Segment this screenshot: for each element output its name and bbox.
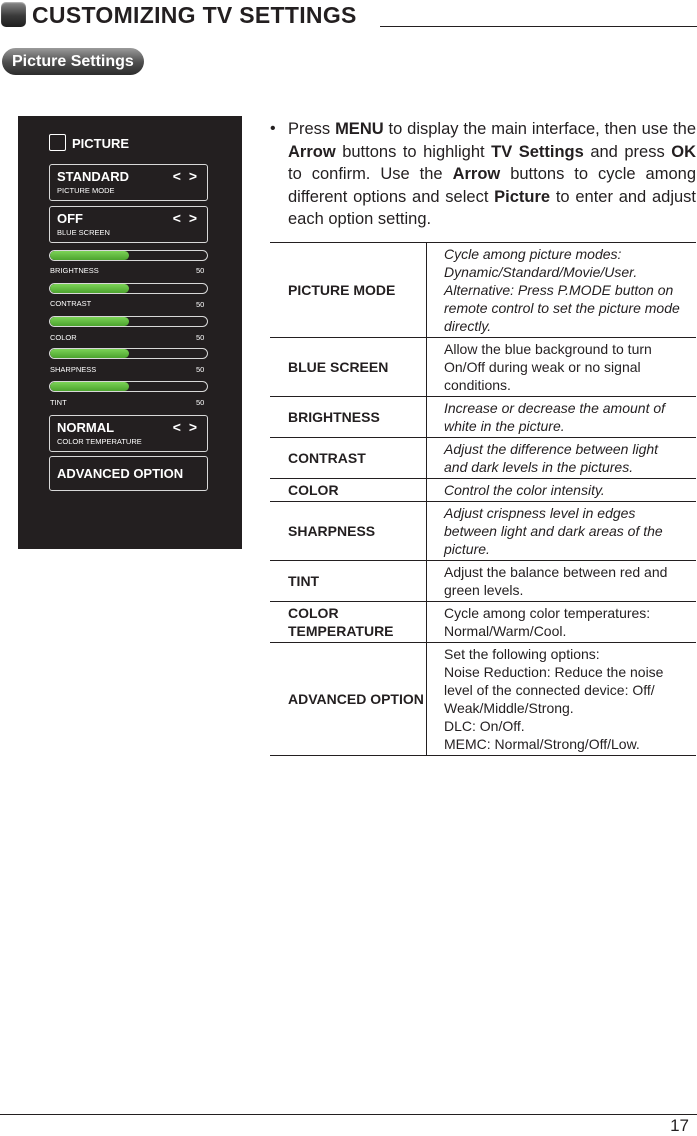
instr-text-2: to display the main interface, then use the	[383, 120, 696, 138]
color-temperature-arrows-icon: < >	[172, 419, 199, 435]
contrast-slider-fill	[50, 284, 129, 293]
color-temperature-value: NORMAL	[57, 420, 115, 435]
color-slider-fill	[50, 317, 129, 326]
setting-description	[427, 438, 697, 479]
description-line: Cycle among color temperatures:	[444, 605, 651, 621]
color-slider[interactable]	[49, 316, 208, 327]
table-row	[270, 643, 696, 756]
advanced-option-button[interactable]: ADVANCED OPTION	[49, 456, 208, 491]
description-line: Increase or decrease the amount of	[444, 400, 666, 416]
blue-screen-option[interactable]	[49, 206, 208, 243]
setting-name: BLUE SCREEN	[270, 338, 427, 397]
description-line: Set the following options:	[444, 646, 600, 662]
page-number: 17	[670, 1116, 689, 1135]
table-row	[270, 338, 696, 397]
picture-mode-label: PICTURE MODE	[57, 186, 115, 195]
section-pill: Picture Settings	[2, 48, 144, 75]
setting-name: COLOR	[270, 479, 427, 502]
picture-icon	[49, 134, 66, 151]
table-row	[270, 561, 696, 602]
page-title: CUSTOMIZING TV SETTINGS	[32, 2, 357, 28]
color-value: 50	[196, 333, 205, 342]
description-line: directly.	[444, 318, 492, 334]
description-line: level of the connected device: Off/	[444, 682, 655, 698]
instr-text-5: to confirm. Use the	[288, 165, 453, 183]
description-line: Adjust crispness level in edges	[444, 505, 636, 521]
description-line: Weak/Middle/Strong.	[444, 700, 574, 716]
blue-screen-arrows-icon: < >	[172, 210, 199, 226]
footer-rule	[0, 1114, 697, 1115]
setting-description	[427, 602, 697, 643]
contrast-label: CONTRAST	[50, 299, 92, 308]
tint-slider[interactable]	[49, 381, 208, 392]
tint-label: TINT	[50, 398, 67, 407]
description-line: Alternative: Press P.MODE button on	[444, 282, 674, 298]
sharpness-slider[interactable]	[49, 348, 208, 359]
setting-description	[427, 243, 697, 338]
tv-menu-heading-label: PICTURE	[72, 136, 130, 151]
header-rule	[380, 26, 697, 27]
sharpness-label: SHARPNESS	[50, 365, 97, 374]
brightness-label: BRIGHTNESS	[50, 266, 99, 275]
description-line: conditions.	[444, 377, 511, 393]
setting-name: COLOR TEMPERATURE	[270, 602, 427, 643]
description-line: MEMC: Normal/Strong/Off/Low.	[444, 736, 640, 752]
tv-menu-heading	[49, 134, 129, 153]
description-line: remote control to set the picture mode	[444, 300, 680, 316]
instr-text-1: Press	[288, 120, 336, 138]
picture-mode-value: STANDARD	[57, 169, 129, 184]
tint-value: 50	[196, 398, 205, 407]
description-line: picture.	[444, 541, 490, 557]
description-line: green levels.	[444, 582, 524, 598]
setting-description	[427, 502, 697, 561]
picture-mode-arrows-icon: < >	[172, 168, 199, 184]
color-label: COLOR	[50, 333, 77, 342]
description-line: Adjust the balance between red and	[444, 564, 668, 580]
sharpness-slider-fill	[50, 349, 129, 358]
sharpness-value: 50	[196, 365, 205, 374]
setting-description	[427, 561, 697, 602]
description-line: Adjust the difference between light	[444, 441, 659, 457]
settings-table	[270, 242, 696, 756]
description-line: between light and dark areas of the	[444, 523, 663, 539]
description-line: DLC: On/Off.	[444, 718, 525, 734]
instr-text-4: and press	[583, 142, 672, 161]
setting-name: SHARPNESS	[270, 502, 427, 561]
setting-description	[427, 643, 697, 756]
tint-slider-fill	[50, 382, 129, 391]
table-row	[270, 502, 696, 561]
setting-name: CONTRAST	[270, 438, 427, 479]
instr-tv-settings: TV Settings	[491, 142, 584, 161]
table-row	[270, 243, 696, 338]
tv-menu-panel	[18, 116, 242, 549]
description-line: white in the picture.	[444, 418, 565, 434]
setting-description	[427, 397, 697, 438]
instr-text-6: buttons to cycle among different options and select	[288, 165, 696, 206]
setting-description	[427, 338, 697, 397]
header-icon	[1, 2, 26, 27]
instr-arrow-2: Arrow	[452, 165, 501, 183]
instruction-text	[288, 118, 696, 231]
table-row	[270, 438, 696, 479]
description-line: Control the color intensity.	[444, 482, 605, 498]
instr-text-7: to enter and adjust each option setting.	[288, 187, 697, 228]
instr-arrow-1: Arrow	[288, 142, 336, 161]
table-row	[270, 602, 696, 643]
color-temperature-option[interactable]	[49, 415, 208, 452]
table-row	[270, 479, 696, 502]
description-line: Allow the blue background to turn	[444, 341, 652, 357]
brightness-slider-fill	[50, 251, 129, 260]
instr-menu: MENU	[335, 120, 384, 138]
color-temperature-label: COLOR TEMPERATURE	[57, 437, 142, 446]
setting-description	[427, 479, 697, 502]
description-line: Cycle among picture modes:	[444, 246, 622, 262]
description-line: Normal/Warm/Cool.	[444, 623, 567, 639]
contrast-slider[interactable]	[49, 283, 208, 294]
blue-screen-value: OFF	[57, 211, 83, 226]
description-line: Noise Reduction: Reduce the noise	[444, 664, 664, 680]
picture-mode-option[interactable]	[49, 164, 208, 201]
setting-name: TINT	[270, 561, 427, 602]
setting-name: ADVANCED OPTION	[270, 643, 427, 756]
description-line: and dark levels in the pictures.	[444, 459, 634, 475]
table-row	[270, 397, 696, 438]
instruction-bullet: •	[270, 120, 276, 137]
instr-text-3: buttons to highlight	[335, 142, 492, 161]
instr-picture: Picture	[494, 187, 551, 206]
setting-name: BRIGHTNESS	[270, 397, 427, 438]
brightness-slider[interactable]	[49, 250, 208, 261]
contrast-value: 50	[196, 300, 205, 309]
blue-screen-label: BLUE SCREEN	[57, 228, 110, 237]
description-line: Dynamic/Standard/Movie/User.	[444, 264, 638, 280]
brightness-value: 50	[196, 266, 205, 275]
instr-ok: OK	[671, 142, 696, 161]
description-line: On/Off during weak or no signal	[444, 359, 641, 375]
setting-name: PICTURE MODE	[270, 243, 427, 338]
